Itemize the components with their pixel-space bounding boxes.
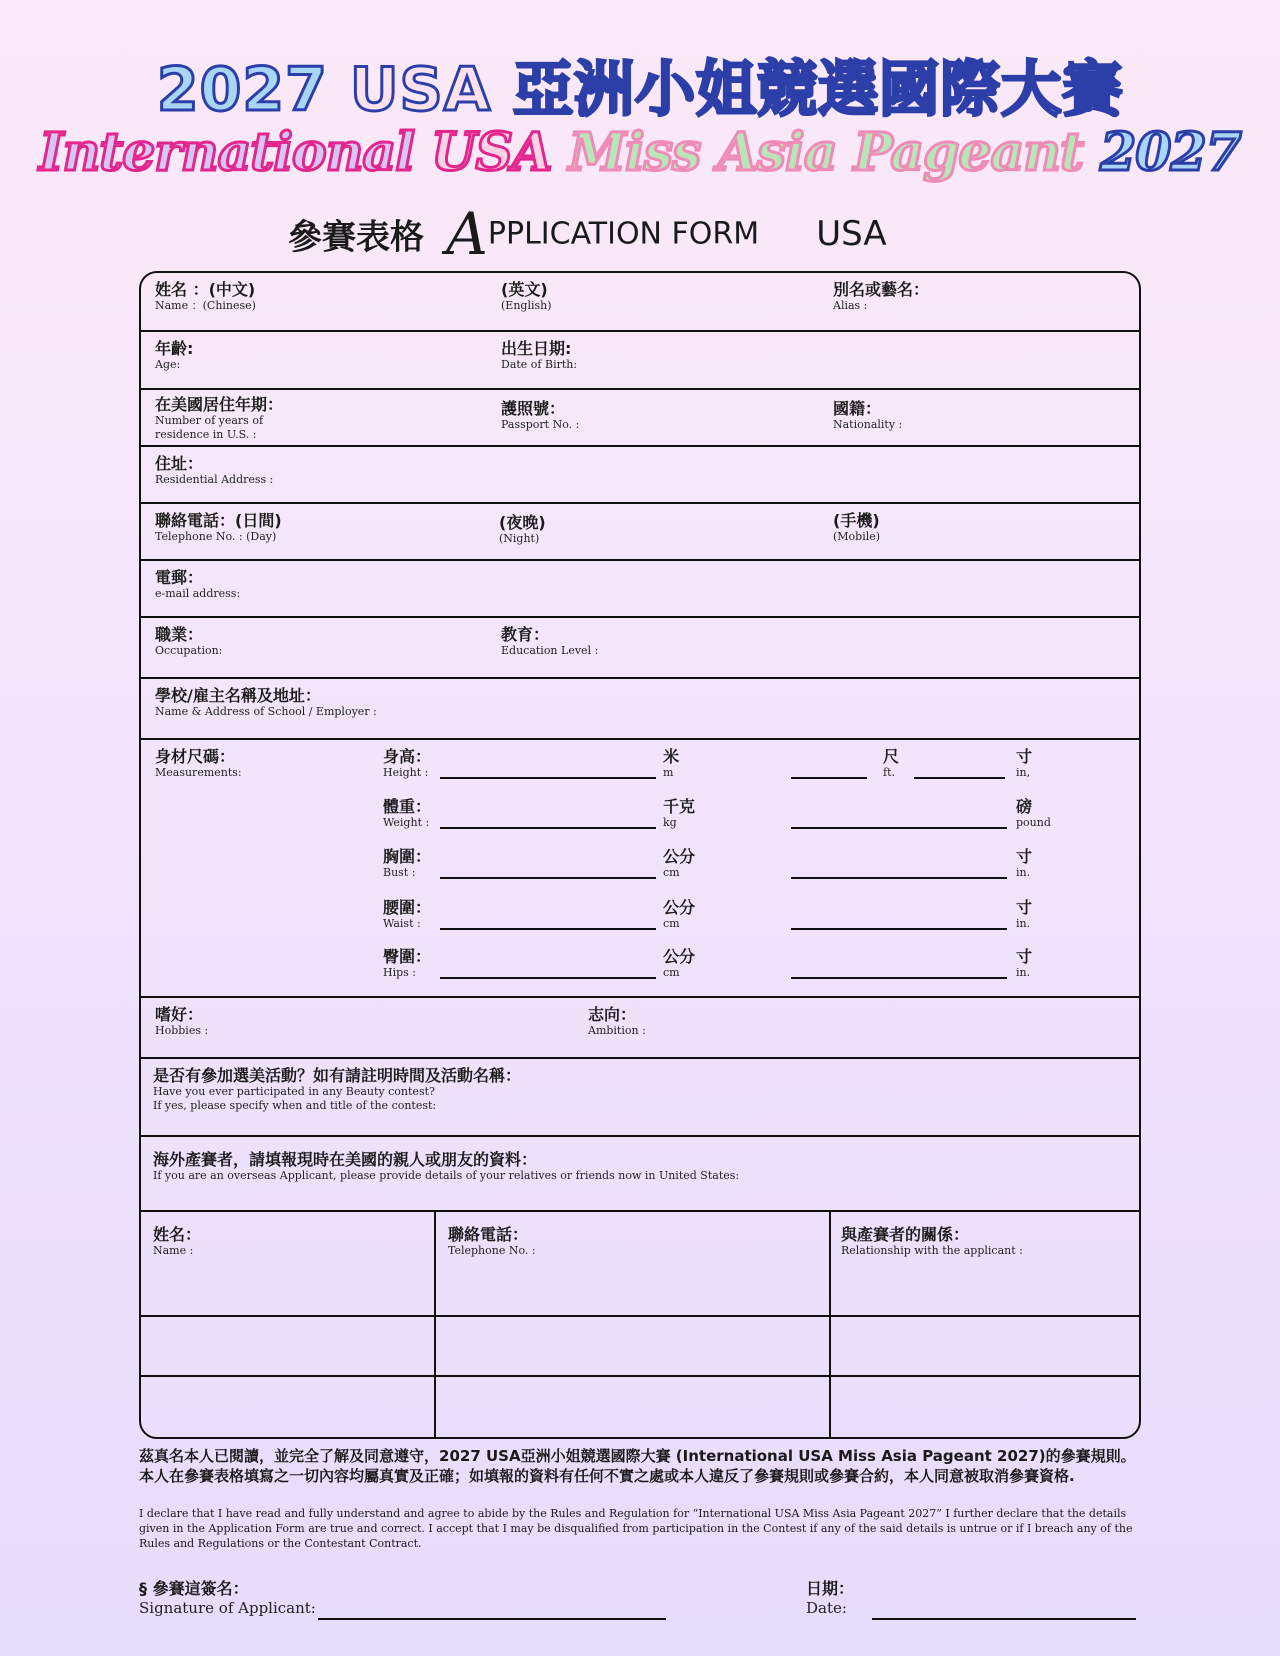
row-hobbies (141, 998, 1139, 1059)
row-name (141, 273, 1139, 332)
field-tel-night[interactable]: (夜晚) (Night) (499, 513, 546, 545)
application-form (139, 271, 1141, 1439)
title-year: 2027 (156, 55, 328, 125)
height-feet-input[interactable] (791, 777, 867, 779)
form-heading (288, 200, 887, 268)
signature-line[interactable] (318, 1618, 666, 1620)
relatives-col-telephone: 聯絡電話： Telephone No. : (448, 1225, 536, 1257)
field-address[interactable]: 住址： Residential Address : (155, 454, 274, 486)
title-usa: USA (349, 55, 492, 125)
title-en-international: International (39, 122, 414, 183)
hips-unit-cm: 公分 cm (663, 947, 696, 979)
field-name-chinese[interactable]: 姓名 ：(中文) Name ：(Chinese) (155, 280, 256, 312)
measure-height-label: 身高： Height : (383, 747, 432, 779)
title-en-miss-asia: Miss Asia Pageant (568, 122, 1083, 183)
form-heading-initial: A (446, 200, 488, 268)
relatives-table (141, 1212, 1139, 1439)
row-measurements (141, 740, 1139, 998)
form-heading-zh: 參賽表格 (288, 217, 424, 258)
field-hobbies[interactable]: 嗜好： Hobbies : (155, 1005, 209, 1037)
declaration-english: I declare that I have read and fully understand and agree to abide by the Rules and Regulation for “International USA Miss Asia Pageant 2027” I further declare that the details given in the Application Form are true and correct. I accept that I may be disqualified from participation in the Contest if any of the said details is untrue or if I breach any of the Rules and Regulations or the Contestant Contract. (139, 1507, 1133, 1550)
field-alias[interactable]: 別名或藝名： Alias : (833, 280, 930, 312)
title-english (0, 122, 1280, 183)
waist-inch-input[interactable] (791, 928, 1007, 930)
date-line[interactable] (872, 1618, 1136, 1620)
field-nationality[interactable]: 國籍： Nationality : (833, 399, 903, 431)
form-heading-country: USA (816, 214, 887, 254)
form-heading-en: PPLICATION FORM (487, 216, 760, 252)
measurements-label: 身材尺碼： Measurements: (155, 747, 242, 779)
field-school-employer[interactable]: 學校/雇主名稱及地址： Name & Address of School / Employer : (155, 686, 377, 718)
height-unit-in: 寸 in, (1016, 747, 1033, 779)
hips-cm-input[interactable] (440, 977, 656, 979)
measure-hips-label: 臀圍： Hips : (383, 947, 432, 979)
relatives-col-relationship: 與產賽者的關係： Relationship with the applicant : (841, 1225, 1023, 1257)
overseas-instructions: 海外產賽者，請填報現時在美國的親人或朋友的資料： If you are an overseas Applicant, please provide details of your relatives or friends now in United States: (153, 1150, 740, 1182)
field-beauty-contest[interactable]: 是否有參加選美活動？如有請註明時間及活動名稱： Have you ever participated in any Beauty contest? If yes, please specify when and title of the contest: (153, 1066, 522, 1112)
hips-inch-input[interactable] (791, 977, 1007, 979)
weight-unit-pound: 磅 pound (1016, 797, 1051, 829)
relatives-row-divider-2 (141, 1375, 1139, 1377)
bust-inch-input[interactable] (791, 877, 1007, 879)
field-age[interactable]: 年齡: Age: (155, 339, 194, 371)
height-inch-input[interactable] (914, 777, 1005, 779)
measure-weight-label: 體重： Weight : (383, 797, 432, 829)
row-occupation (141, 618, 1139, 679)
row-age (141, 332, 1139, 390)
declaration-chinese: 茲真名本人已閱讀，並完全了解及同意遵守，2027 USA亞洲小姐競選國際大賽 (International USA Miss Asia Pageant 2027)的參賽規則。本人在參賽表格填寫之一切內容均屬真實及正確；如填報的資料有任何不實之處或本人違反了參賽規則或參賽合約，本人同意被取消參賽資格. (139, 1447, 1136, 1485)
measure-waist-label: 腰圍： Waist : (383, 898, 432, 930)
field-email[interactable]: 電郵： e-mail address: (155, 568, 241, 600)
date-label: 日期： Date: (806, 1579, 855, 1617)
measure-bust-label: 胸圍： Bust : (383, 847, 432, 879)
relatives-col-divider-2 (829, 1212, 831, 1439)
row-school (141, 679, 1139, 740)
field-ambition[interactable]: 志向： Ambition : (588, 1005, 646, 1037)
row-address (141, 447, 1139, 504)
bust-unit-cm: 公分 cm (663, 847, 696, 879)
field-name-english[interactable]: (英文) (English) (501, 280, 552, 312)
relatives-row-divider-1 (141, 1315, 1139, 1317)
field-occupation[interactable]: 職業： Occupation: (155, 625, 223, 657)
field-passport[interactable]: 護照號： Passport No. : (501, 399, 580, 431)
title-en-usa: USA (431, 122, 552, 183)
signature-label: § 參賽這簽名： Signature of Applicant: (139, 1579, 316, 1617)
bust-cm-input[interactable] (440, 877, 656, 879)
row-overseas (141, 1137, 1139, 1212)
row-beauty-contest (141, 1059, 1139, 1137)
field-date-of-birth[interactable]: 出生日期: Date of Birth: (501, 339, 578, 371)
row-residence (141, 390, 1139, 447)
row-email (141, 561, 1139, 618)
weight-pound-input[interactable] (791, 827, 1007, 829)
relatives-col-name: 姓名： Name : (153, 1225, 202, 1257)
height-unit-ft: 尺 ft. (883, 747, 900, 779)
field-education[interactable]: 教育： Education Level : (501, 625, 599, 657)
field-tel-day[interactable]: 聯絡電話：(日間) Telephone No. : (Day) (155, 511, 282, 543)
bust-unit-in: 寸 in. (1016, 847, 1033, 879)
title-pageant-name: 亞洲小姐競選國際大賽 (513, 55, 1124, 125)
hips-unit-in: 寸 in. (1016, 947, 1033, 979)
field-tel-mobile[interactable]: (手機) (Mobile) (833, 511, 881, 543)
waist-cm-input[interactable] (440, 928, 656, 930)
weight-unit-kg: 千克 kg (663, 797, 696, 829)
weight-kg-input[interactable] (440, 827, 656, 829)
waist-unit-in: 寸 in. (1016, 898, 1033, 930)
field-years-in-us[interactable]: 在美國居住年期： Number of years of residence in U.S. : (155, 395, 284, 441)
title-en-year: 2027 (1100, 122, 1241, 183)
relatives-col-divider-1 (434, 1212, 436, 1439)
title-chinese (0, 42, 1280, 128)
height-metric-input[interactable] (440, 777, 656, 779)
waist-unit-cm: 公分 cm (663, 898, 696, 930)
height-unit-m: 米 m (663, 747, 680, 779)
row-telephone (141, 504, 1139, 561)
